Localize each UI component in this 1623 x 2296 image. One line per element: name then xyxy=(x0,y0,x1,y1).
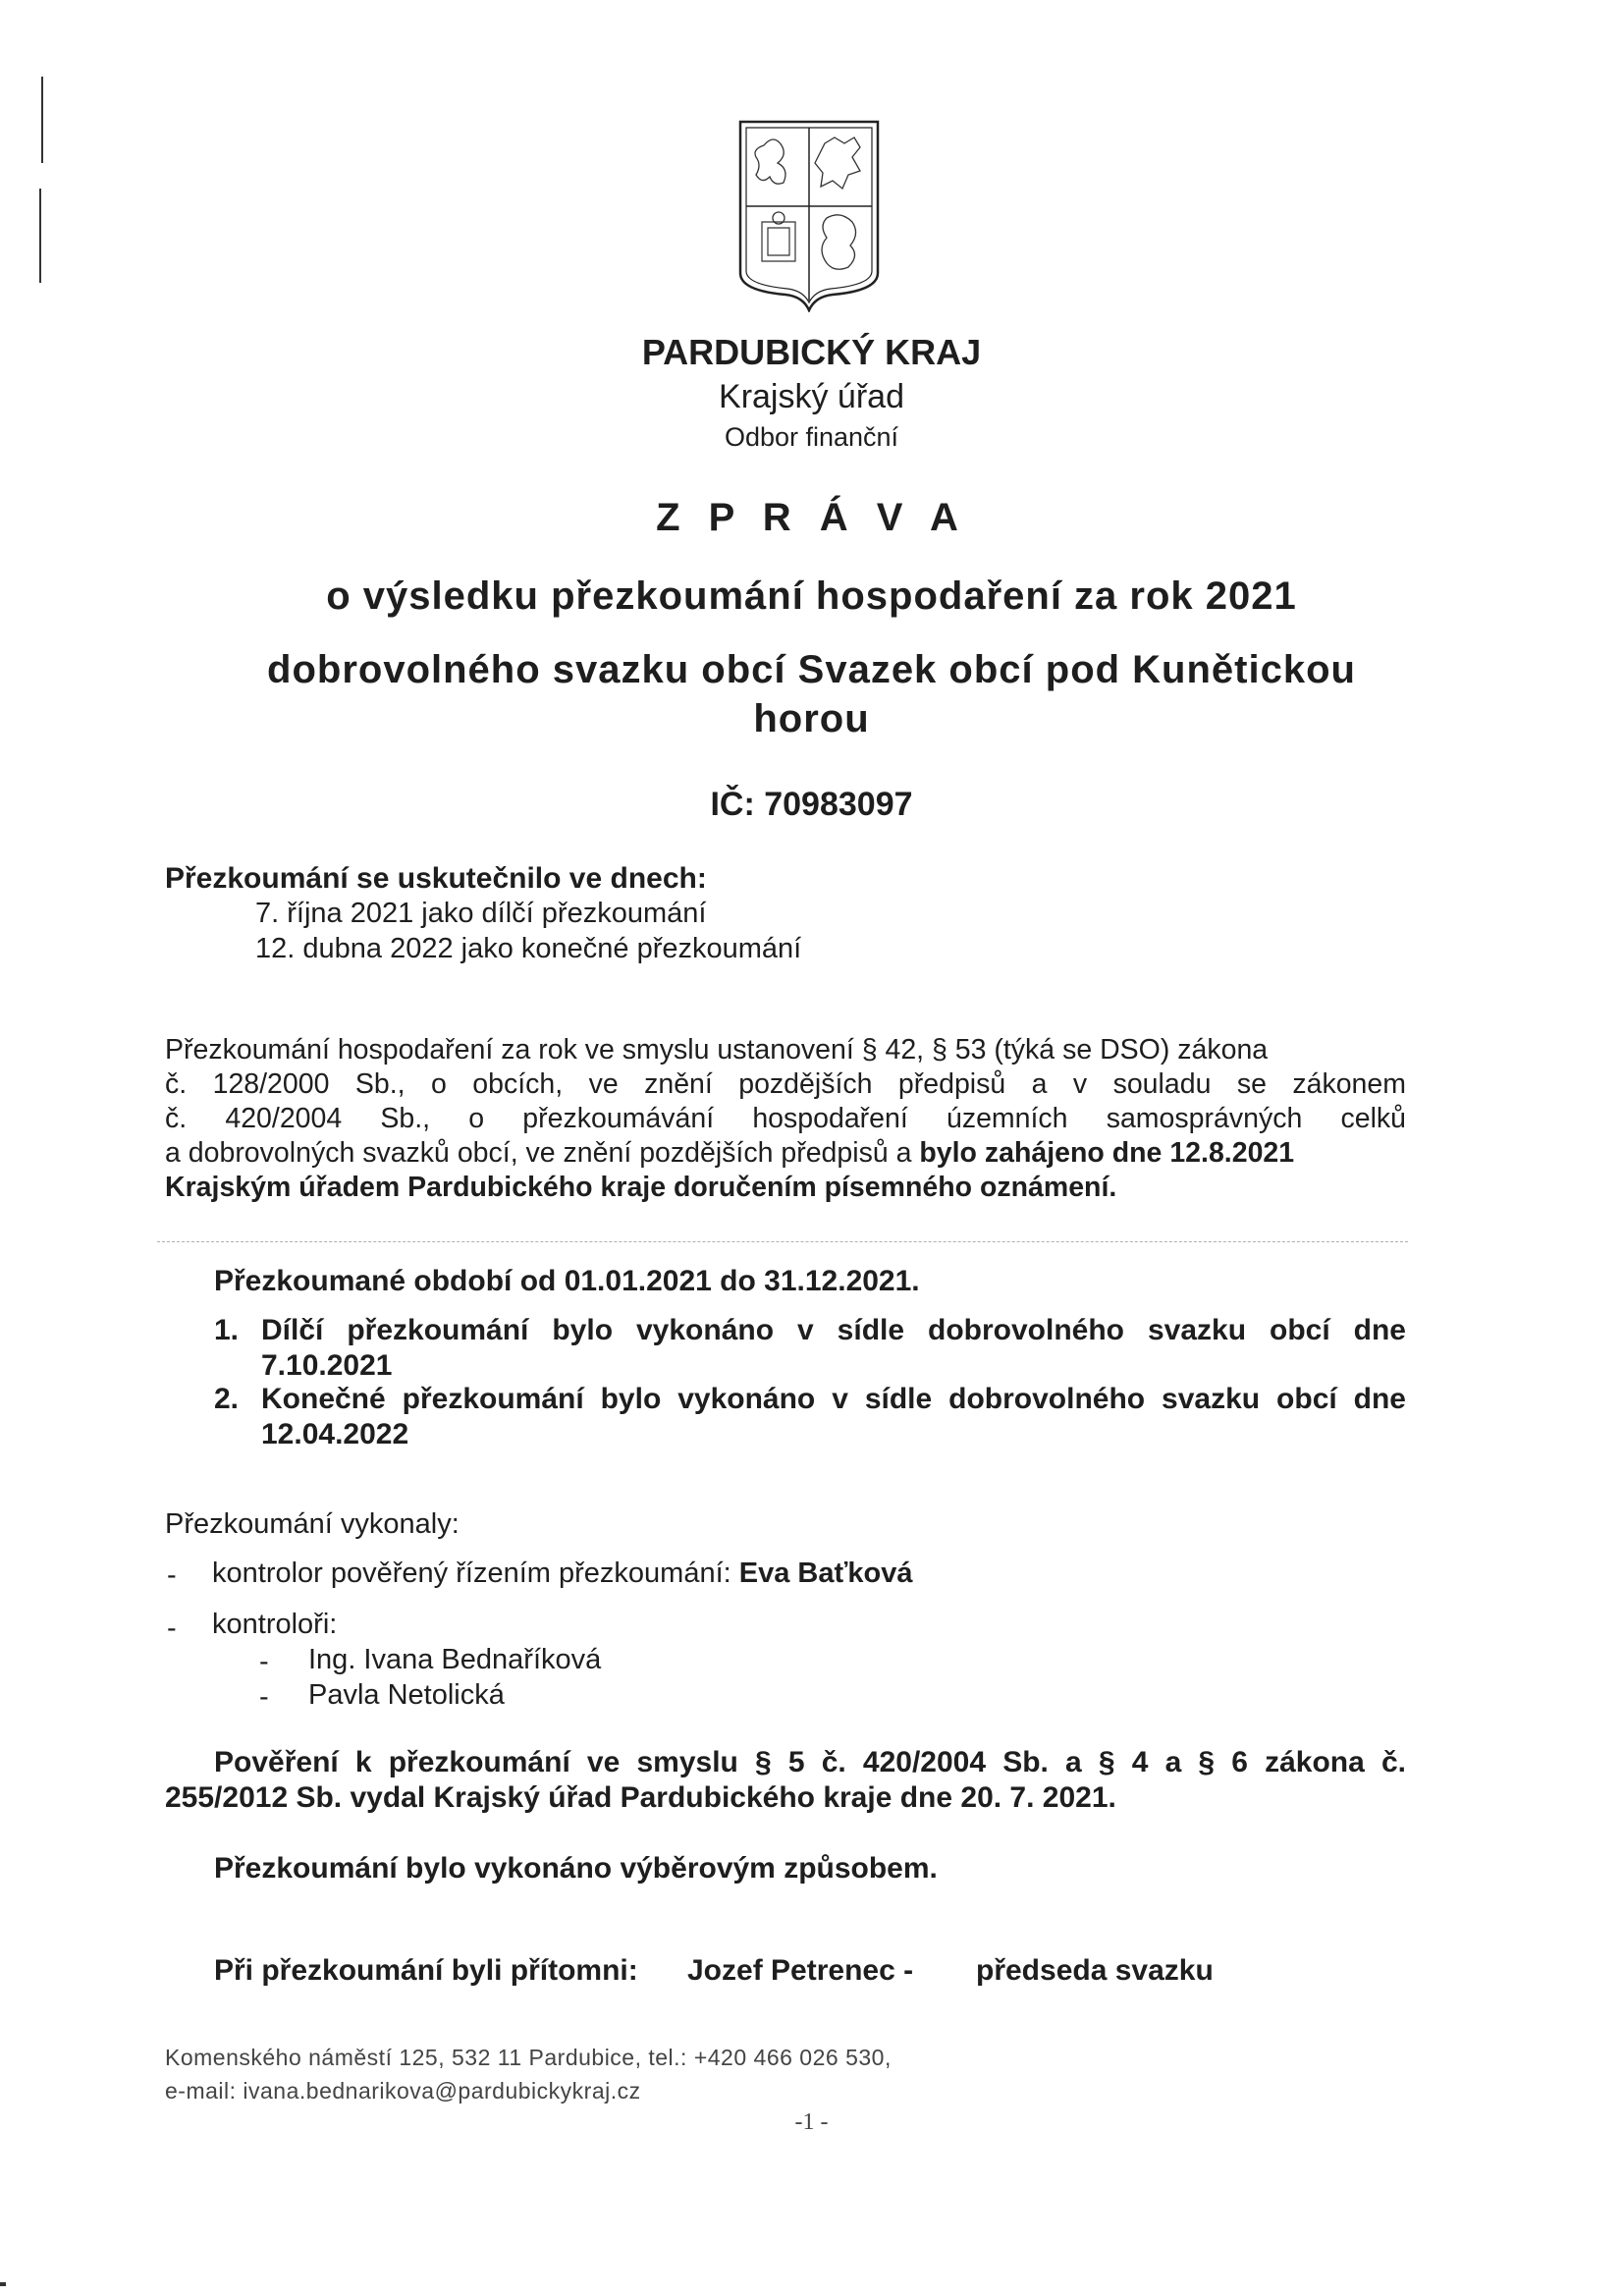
list-item: Konečné přezkoumání bylo vykonáno v sídle dobrovolného svazku obcí dne xyxy=(261,1383,1406,1415)
paragraph-bold-line: Krajským úřadem Pardubického kraje doručením písemného oznámení. xyxy=(165,1172,1117,1203)
review-period: Přezkoumané období od 01.01.2021 do 31.12.2021. xyxy=(214,1265,920,1297)
page-number: -1 - xyxy=(794,2109,829,2135)
controller-name: Ing. Ivana Bednaříková xyxy=(308,1644,602,1675)
review-dates-heading: Přezkoumání se uskutečnilo ve dnech: xyxy=(165,862,707,895)
lead-controller xyxy=(212,1558,912,1590)
list-item: 7.10.2021 xyxy=(261,1349,393,1382)
list-item: Dílčí přezkoumání bylo vykonáno v sídle dobrovolného svazku obcí dne xyxy=(261,1314,1406,1346)
review-date-item: 7. října 2021 jako dílčí přezkoumání xyxy=(255,898,707,929)
footer-address: Komenského náměstí 125, 532 11 Pardubice, tel.: +420 466 026 530, xyxy=(165,2045,892,2070)
review-method: Přezkoumání bylo vykonáno výběrovým způsobem. xyxy=(214,1852,938,1885)
coat-of-arms-emblem xyxy=(734,116,884,312)
controller-name: Pavla Netolická xyxy=(308,1679,505,1711)
review-date-item: 12. dubna 2022 jako konečné přezkoumání xyxy=(255,933,802,964)
scan-mark xyxy=(41,77,43,163)
paragraph-line: č. 420/2004 Sb., o přezkoumávání hospodaření územních samosprávných celků xyxy=(165,1103,1406,1134)
document-subtitle: o výsledku přezkoumání hospodaření za rok 2021 xyxy=(326,574,1297,618)
company-id: IČ: 70983097 xyxy=(710,786,913,823)
controllers-label: kontroloři: xyxy=(212,1609,338,1640)
lead-controller-label: kontrolor pověřený řízením přezkoumání: xyxy=(212,1558,739,1589)
document-subtitle: horou xyxy=(753,697,870,740)
divider xyxy=(157,1241,1408,1242)
lead-controller-name: Eva Baťková xyxy=(738,1558,913,1589)
office-name: Krajský úřad xyxy=(719,378,904,415)
document-subtitle: dobrovolného svazku obcí Svazek obcí pod Kunětickou xyxy=(267,648,1356,691)
scan-mark xyxy=(0,2282,6,2286)
list-dash: - xyxy=(167,1559,177,1591)
paragraph-line: Přezkoumání hospodaření za rok ve smyslu ustanovení § 42, § 53 (týká se DSO) zákona xyxy=(165,1034,1269,1066)
list-dash: - xyxy=(167,1613,177,1644)
paragraph-line xyxy=(165,1136,1406,1171)
authorization-text: Pověření k přezkoumání ve smyslu § 5 č. 420/2004 Sb. a § 4 a § 6 zákona č. xyxy=(214,1746,1406,1778)
present-label: Při přezkoumání byli přítomni: xyxy=(214,1954,638,1987)
legal-paragraph xyxy=(165,1033,1406,1205)
present-name: Jozef Petrenec - xyxy=(687,1954,914,1987)
performed-by-heading: Přezkoumání vykonaly: xyxy=(165,1508,460,1540)
paragraph-bold-text: bylo zahájeno dne 12.8.2021 xyxy=(919,1137,1295,1169)
document-title: Z P R Á V A xyxy=(656,496,967,539)
department-name: Odbor finanční xyxy=(724,422,899,452)
paragraph-text: a dobrovolných svazků obcí, ve znění pozdějších předpisů a xyxy=(165,1137,920,1169)
present-role: předseda svazku xyxy=(976,1954,1214,1987)
authorization-text: 255/2012 Sb. vydal Krajský úřad Pardubického kraje dne 20. 7. 2021. xyxy=(165,1781,1116,1814)
footer-email: e-mail: ivana.bednarikova@pardubickykraj.cz xyxy=(165,2078,641,2104)
list-item: 12.04.2022 xyxy=(261,1418,409,1450)
list-number: 2. xyxy=(214,1383,240,1415)
region-name: PARDUBICKÝ KRAJ xyxy=(641,332,982,372)
list-dash: - xyxy=(259,1681,269,1713)
paragraph-line: č. 128/2000 Sb., o obcích, ve znění pozdějších předpisů a v souladu se zákonem xyxy=(165,1068,1406,1100)
list-dash: - xyxy=(259,1646,269,1677)
list-number: 1. xyxy=(214,1314,240,1346)
scan-mark xyxy=(39,189,41,283)
